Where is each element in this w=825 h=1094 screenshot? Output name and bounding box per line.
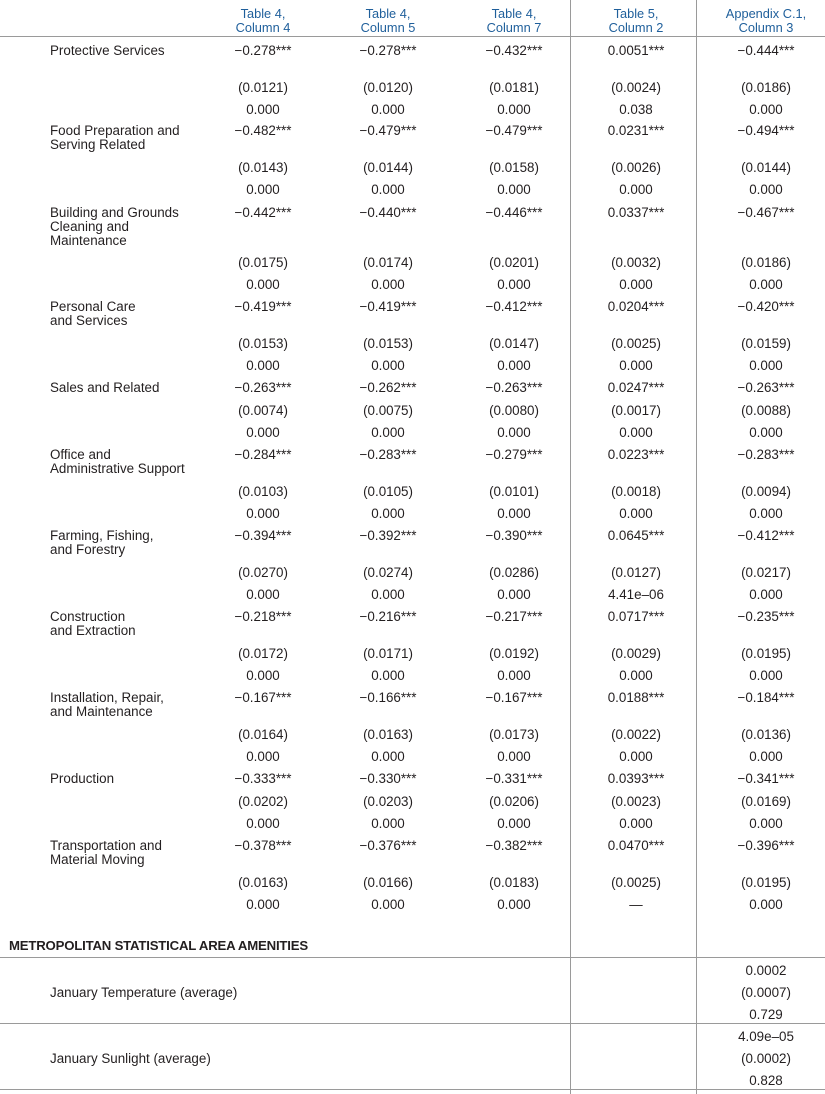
coefficient-cell: 0.0247*** [607,380,665,395]
coefficient-cell: −0.432*** [485,43,543,58]
standard-error-cell: (0.0088) [741,403,791,418]
standard-error-cell: (0.0166) [363,875,413,890]
coefficient-cell: −0.218*** [234,609,292,624]
coefficient-cell: −0.283*** [359,447,417,462]
p-value-cell: 0.000 [246,358,280,373]
standard-error-cell: (0.0270) [238,565,288,580]
coefficient-cell: 0.0188*** [607,690,665,705]
section-rule-top [0,957,825,958]
p-value-cell: 0.000 [749,102,783,117]
standard-error-cell: (0.0173) [489,727,539,742]
p-value-cell: 0.000 [749,749,783,764]
coefficient-cell: −0.333*** [234,771,292,786]
column-header [706,7,825,35]
p-value-cell: 0.000 [246,587,280,602]
p-value-cell: 0.000 [749,506,783,521]
coefficient-cell: −0.442*** [234,205,292,220]
column-header [454,7,574,35]
coefficient-cell: −0.392*** [359,528,417,543]
row-label: Administrative Support [50,461,185,476]
amenity-label: January Sunlight (average) [50,1051,211,1066]
p-value-cell: 0.000 [497,182,531,197]
header-rule [0,36,825,37]
column-header [576,7,696,35]
coefficient-cell: −0.262*** [359,380,417,395]
section-title: METROPOLITAN STATISTICAL AREA AMENITIES [9,938,308,953]
row-label: Personal Care [50,299,136,314]
standard-error-cell: (0.0144) [363,160,413,175]
row-label: and Extraction [50,623,136,638]
coefficient-cell: −0.283*** [737,447,795,462]
row-label: Food Preparation and [50,123,180,138]
amenity-value: 4.09e–05 [738,1029,794,1044]
p-value-cell: 0.000 [246,749,280,764]
column-header-line: Table 4, [240,6,286,21]
column-header [203,7,323,35]
row-label: Office and [50,447,111,462]
row-label: Maintenance [50,233,127,248]
coefficient-cell: 0.0204*** [607,299,665,314]
column-header-line: Column 5 [360,20,416,35]
row-label: Building and Grounds [50,205,179,220]
standard-error-cell: (0.0136) [741,727,791,742]
standard-error-cell: (0.0103) [238,484,288,499]
coefficient-cell: −0.167*** [485,690,543,705]
standard-error-cell: (0.0023) [611,794,661,809]
standard-error-cell: (0.0195) [741,875,791,890]
coefficient-cell: −0.419*** [359,299,417,314]
standard-error-cell: (0.0075) [363,403,413,418]
coefficient-cell: −0.390*** [485,528,543,543]
coefficient-cell: −0.412*** [485,299,543,314]
standard-error-cell: (0.0274) [363,565,413,580]
coefficient-cell: −0.284*** [234,447,292,462]
standard-error-cell: (0.0171) [363,646,413,661]
coefficient-cell: −0.217*** [485,609,543,624]
table-bottom-rule [0,1089,825,1090]
standard-error-cell: (0.0192) [489,646,539,661]
standard-error-cell: (0.0143) [238,160,288,175]
p-value-cell: 0.000 [246,277,280,292]
column-header-line: Column 2 [608,20,664,35]
p-value-cell: 0.000 [497,668,531,683]
row-label: Transportation and [50,838,162,853]
standard-error-cell: (0.0175) [238,255,288,270]
standard-error-cell: (0.0195) [741,646,791,661]
p-value-cell: 0.000 [749,816,783,831]
row-label: and Maintenance [50,704,153,719]
p-value-cell: 0.000 [497,277,531,292]
coefficient-cell: −0.419*** [234,299,292,314]
coefficient-cell: 0.0470*** [607,838,665,853]
column-header-line: Column 7 [486,20,542,35]
standard-error-cell: (0.0286) [489,565,539,580]
standard-error-cell: (0.0174) [363,255,413,270]
p-value-cell: 0.000 [749,358,783,373]
p-value-cell: — [629,897,643,912]
coefficient-cell: −0.263*** [234,380,292,395]
standard-error-cell: (0.0201) [489,255,539,270]
coefficient-cell: −0.494*** [737,123,795,138]
row-label: Cleaning and [50,219,129,234]
coefficient-cell: 0.0051*** [607,43,665,58]
p-value-cell: 0.000 [371,816,405,831]
coefficient-cell: 0.0393*** [607,771,665,786]
p-value-cell: 0.000 [619,425,653,440]
column-header-line: Column 3 [738,20,794,35]
coefficient-cell: −0.184*** [737,690,795,705]
p-value-cell: 0.000 [371,897,405,912]
column-header [328,7,448,35]
standard-error-cell: (0.0017) [611,403,661,418]
standard-error-cell: (0.0153) [238,336,288,351]
standard-error-cell: (0.0172) [238,646,288,661]
coefficient-cell: 0.0645*** [607,528,665,543]
row-label: and Forestry [50,542,126,557]
column-header-line: Table 4, [491,6,537,21]
standard-error-cell: (0.0120) [363,80,413,95]
coefficient-cell: −0.446*** [485,205,543,220]
amenity-value: 0.828 [749,1073,783,1088]
p-value-cell: 0.000 [371,587,405,602]
p-value-cell: 0.000 [749,587,783,602]
amenity-rule [0,1023,825,1024]
coefficient-cell: −0.467*** [737,205,795,220]
coefficient-cell: −0.479*** [485,123,543,138]
p-value-cell: 0.000 [497,897,531,912]
standard-error-cell: (0.0024) [611,80,661,95]
amenity-value: (0.0007) [741,985,791,1000]
coefficient-cell: −0.396*** [737,838,795,853]
coefficient-cell: 0.0231*** [607,123,665,138]
p-value-cell: 0.000 [246,816,280,831]
p-value-cell: 0.000 [371,668,405,683]
standard-error-cell: (0.0074) [238,403,288,418]
standard-error-cell: (0.0163) [238,875,288,890]
coefficient-cell: −0.330*** [359,771,417,786]
p-value-cell: 0.000 [246,425,280,440]
standard-error-cell: (0.0164) [238,727,288,742]
column-header-line: Table 4, [365,6,411,21]
standard-error-cell: (0.0217) [741,565,791,580]
coefficient-cell: −0.279*** [485,447,543,462]
p-value-cell: 0.000 [497,816,531,831]
column-header-line: Appendix C.1, [725,6,807,21]
amenity-value: 0.0002 [745,963,787,978]
coefficient-cell: −0.440*** [359,205,417,220]
standard-error-cell: (0.0183) [489,875,539,890]
p-value-cell: 0.000 [619,358,653,373]
standard-error-cell: (0.0169) [741,794,791,809]
coefficient-cell: −0.278*** [359,43,417,58]
coefficient-cell: −0.479*** [359,123,417,138]
p-value-cell: 0.000 [619,816,653,831]
coefficient-cell: −0.263*** [485,380,543,395]
standard-error-cell: (0.0203) [363,794,413,809]
p-value-cell: 0.000 [497,506,531,521]
p-value-cell: 0.000 [749,425,783,440]
p-value-cell: 0.000 [246,506,280,521]
amenity-label: January Temperature (average) [50,985,238,1000]
standard-error-cell: (0.0080) [489,403,539,418]
p-value-cell: 0.000 [619,668,653,683]
column-header-line: Table 5, [613,6,659,21]
p-value-cell: 0.000 [371,182,405,197]
column-rule-left [570,0,571,1094]
p-value-cell: 0.000 [619,506,653,521]
p-value-cell: 0.000 [749,277,783,292]
standard-error-cell: (0.0206) [489,794,539,809]
coefficient-cell: −0.482*** [234,123,292,138]
p-value-cell: 0.000 [749,668,783,683]
column-rule-right [696,0,697,1094]
row-label: and Services [50,313,128,328]
p-value-cell: 0.000 [497,587,531,602]
p-value-cell: 0.000 [371,277,405,292]
standard-error-cell: (0.0186) [741,80,791,95]
p-value-cell: 0.000 [497,425,531,440]
coefficient-cell: −0.412*** [737,528,795,543]
coefficient-cell: −0.378*** [234,838,292,853]
p-value-cell: 0.000 [619,277,653,292]
row-label: Construction [50,609,126,624]
p-value-cell: 0.000 [371,749,405,764]
p-value-cell: 0.000 [246,668,280,683]
coefficient-cell: −0.166*** [359,690,417,705]
row-label: Production [50,771,115,786]
p-value-cell: 0.000 [246,897,280,912]
p-value-cell: 0.000 [497,358,531,373]
p-value-cell: 0.000 [246,102,280,117]
p-value-cell: 0.000 [749,897,783,912]
coefficient-cell: −0.376*** [359,838,417,853]
coefficient-cell: 0.0337*** [607,205,665,220]
coefficient-cell: −0.341*** [737,771,795,786]
standard-error-cell: (0.0202) [238,794,288,809]
standard-error-cell: (0.0186) [741,255,791,270]
coefficient-cell: −0.167*** [234,690,292,705]
coefficient-cell: −0.420*** [737,299,795,314]
coefficient-cell: −0.394*** [234,528,292,543]
row-label: Material Moving [50,852,145,867]
p-value-cell: 0.000 [619,749,653,764]
coefficient-cell: 0.0717*** [607,609,665,624]
p-value-cell: 4.41e–06 [608,587,664,602]
standard-error-cell: (0.0026) [611,160,661,175]
standard-error-cell: (0.0144) [741,160,791,175]
standard-error-cell: (0.0147) [489,336,539,351]
coefficient-cell: −0.444*** [737,43,795,58]
amenity-value: (0.0002) [741,1051,791,1066]
standard-error-cell: (0.0159) [741,336,791,351]
p-value-cell: 0.038 [619,102,653,117]
p-value-cell: 0.000 [497,749,531,764]
coefficient-cell: −0.331*** [485,771,543,786]
row-label: Farming, Fishing, [50,528,154,543]
coefficient-cell: −0.278*** [234,43,292,58]
coefficient-cell: −0.263*** [737,380,795,395]
standard-error-cell: (0.0163) [363,727,413,742]
coefficient-cell: −0.382*** [485,838,543,853]
standard-error-cell: (0.0153) [363,336,413,351]
standard-error-cell: (0.0094) [741,484,791,499]
standard-error-cell: (0.0127) [611,565,661,580]
coefficient-cell: −0.235*** [737,609,795,624]
standard-error-cell: (0.0101) [489,484,539,499]
p-value-cell: 0.000 [371,425,405,440]
p-value-cell: 0.000 [619,182,653,197]
row-label: Installation, Repair, [50,690,164,705]
amenity-value: 0.729 [749,1007,783,1022]
column-header-line: Column 4 [235,20,291,35]
p-value-cell: 0.000 [246,182,280,197]
standard-error-cell: (0.0181) [489,80,539,95]
p-value-cell: 0.000 [371,358,405,373]
row-label: Serving Related [50,137,146,152]
standard-error-cell: (0.0018) [611,484,661,499]
p-value-cell: 0.000 [497,102,531,117]
p-value-cell: 0.000 [749,182,783,197]
standard-error-cell: (0.0025) [611,875,661,890]
coefficient-cell: −0.216*** [359,609,417,624]
row-label: Protective Services [50,43,165,58]
standard-error-cell: (0.0025) [611,336,661,351]
standard-error-cell: (0.0121) [238,80,288,95]
standard-error-cell: (0.0022) [611,727,661,742]
p-value-cell: 0.000 [371,506,405,521]
standard-error-cell: (0.0029) [611,646,661,661]
p-value-cell: 0.000 [371,102,405,117]
row-label: Sales and Related [50,380,160,395]
standard-error-cell: (0.0032) [611,255,661,270]
coefficient-cell: 0.0223*** [607,447,665,462]
standard-error-cell: (0.0105) [363,484,413,499]
standard-error-cell: (0.0158) [489,160,539,175]
